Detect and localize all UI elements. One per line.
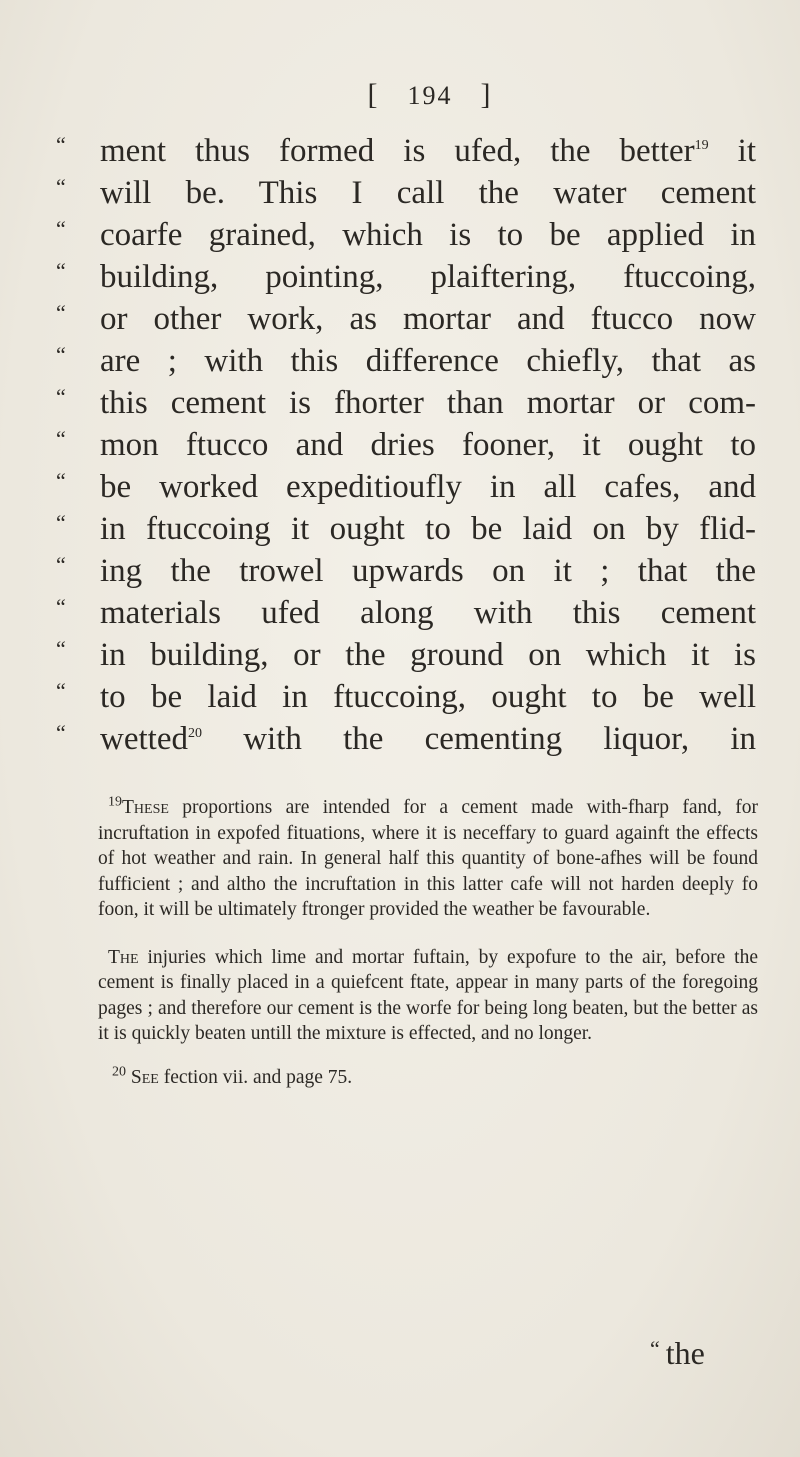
- footnote-text: proportions are intended for a cement made with-fharp fand, for incruftation in expofed fituations, where it is neceffary to guard againft the effects of hot weather and rain. In general half this quantity of bone-afhes will be found fufficient ; and altho the incruftation in this latter cafe will not harden deeply fo foon, it will be ultimately ftronger provided the weather be favourable.: [98, 797, 758, 920]
- line-text-main: mon ftucco and dries fooner, it ought to: [100, 427, 756, 463]
- header-bracket-close: ]: [480, 78, 493, 111]
- line-text: [100, 466, 756, 508]
- quote-mark: “: [56, 216, 66, 241]
- footnotes: [98, 795, 758, 1090]
- quote-mark: “: [56, 342, 66, 367]
- line-text-main: will be. This I call the water cement: [100, 175, 756, 211]
- line-text-main: ment thus formed is ufed, the better: [100, 133, 695, 169]
- catchword-quote: “: [650, 1336, 660, 1361]
- quote-mark: “: [56, 720, 66, 745]
- text-line: [56, 550, 756, 592]
- footnote-19: [98, 795, 758, 923]
- footnote-20: [98, 1065, 758, 1091]
- line-text-main: in ftuccoing it ought to be laid on by flid-: [100, 511, 756, 547]
- footnote-ref: 20: [187, 726, 202, 741]
- catchword-text: the: [665, 1335, 705, 1371]
- line-text: [100, 298, 756, 340]
- line-text: [100, 382, 756, 424]
- line-text: [100, 214, 756, 256]
- line-text-main: building, pointing, plaiftering, ftuccoing,: [100, 259, 756, 295]
- line-text: [100, 340, 756, 382]
- quote-mark: “: [56, 300, 66, 325]
- quote-mark: “: [56, 132, 66, 157]
- line-text: [100, 256, 756, 298]
- line-text: [100, 172, 756, 214]
- text-line: [56, 634, 756, 676]
- text-line: [56, 718, 756, 760]
- header-bracket-open: [: [367, 78, 380, 111]
- text-line: [56, 172, 756, 214]
- line-text: [100, 424, 756, 466]
- quote-mark: “: [56, 174, 66, 199]
- line-text-main: this cement is fhorter than mortar or com-: [100, 385, 756, 421]
- line-text: [100, 718, 756, 760]
- text-line: [56, 298, 756, 340]
- line-text-after: with the cementing liquor, in: [201, 721, 756, 757]
- footnote-ref: 19: [694, 138, 709, 153]
- line-text-main: ing the trowel upwards on it ; that the: [100, 553, 756, 589]
- line-text-main: or other work, as mortar and ftucco now: [100, 301, 756, 337]
- quote-mark: “: [56, 426, 66, 451]
- quote-mark: “: [56, 594, 66, 619]
- line-text-after: it: [708, 133, 756, 169]
- quote-mark: “: [56, 510, 66, 535]
- quote-mark: “: [56, 384, 66, 409]
- note-text: injuries which lime and mortar fuftain, by expofure to the air, before the cement is finally placed in a quiefcent ftate, appear in many parts of the foregoing pages ; and therefore our cement is the worfe for being long beaten, but the better as it is quickly beaten untill the mixture is effected, and no longer.: [98, 946, 758, 1044]
- footnote-lead: These: [122, 797, 169, 818]
- line-text-main: materials ufed along with this cement: [100, 595, 756, 631]
- note-injuries: [98, 945, 758, 1047]
- catchword: [650, 1335, 705, 1372]
- quote-mark: “: [56, 636, 66, 661]
- line-text-main: in building, or the ground on which it is: [100, 637, 756, 673]
- text-line: [56, 592, 756, 634]
- page-number: 194: [407, 81, 453, 110]
- line-text-main: wetted: [100, 721, 188, 757]
- line-text-main: to be laid in ftuccoing, ought to be well: [100, 679, 756, 715]
- line-text-main: be worked expeditioufly in all cafes, and: [100, 469, 756, 505]
- text-line: [56, 382, 756, 424]
- text-line: [56, 424, 756, 466]
- quote-mark: “: [56, 678, 66, 703]
- line-text: [100, 550, 756, 592]
- line-text-main: are ; with this difference chiefly, that as: [100, 343, 756, 379]
- quote-mark: “: [56, 258, 66, 283]
- text-line: [56, 676, 756, 718]
- line-text: [100, 634, 756, 676]
- text-line: [56, 340, 756, 382]
- main-text-block: [56, 130, 756, 760]
- line-text: [100, 508, 756, 550]
- line-text-main: coarfe grained, which is to be applied in: [100, 217, 756, 253]
- footnote-marker: 19: [108, 794, 122, 810]
- text-line: [56, 130, 756, 172]
- footnote-marker: 20: [112, 1064, 126, 1079]
- text-line: [56, 256, 756, 298]
- footnote-text: fection vii. and page 75.: [158, 1066, 353, 1088]
- text-line: [56, 466, 756, 508]
- line-text: [100, 130, 756, 172]
- note-lead: The: [108, 946, 139, 968]
- line-text: [100, 592, 756, 634]
- quote-mark: “: [56, 468, 66, 493]
- footnote-lead: See: [130, 1066, 159, 1088]
- text-line: [56, 214, 756, 256]
- line-text: [100, 676, 756, 718]
- text-line: [56, 508, 756, 550]
- page-header: [30, 78, 800, 112]
- quote-mark: “: [56, 552, 66, 577]
